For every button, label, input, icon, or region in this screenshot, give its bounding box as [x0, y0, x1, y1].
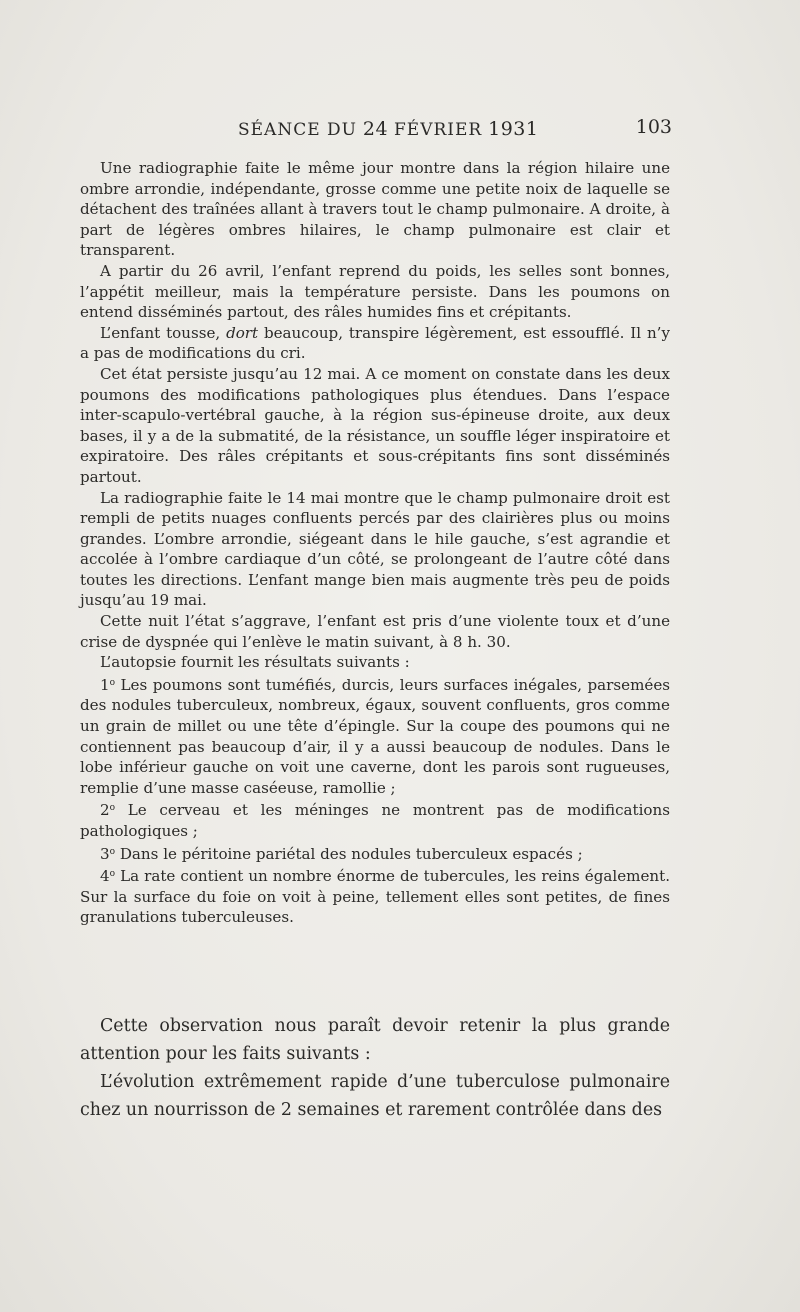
finding-1-ordinal: o — [109, 677, 116, 688]
paragraph-nuit: Cette nuit l’état s’aggrave, l’enfant est pris d’une violente toux et d’une crise de dyspnée qui l’enlève le matin suivant, à 8 h. 30. — [80, 612, 670, 651]
paragraph-autopsie: L’autopsie fournit les résultats suivants : — [100, 653, 410, 672]
paragraph-tousse-end: beaucoup, transpire légèrement, est essoufflé. Il n’y a pas de modifications du cri. — [80, 323, 670, 363]
conclusion-evolution: L’évolution extrêmement rapide d’une tuberculose pulmonaire chez un nourrisson de 2 semaines et rarement contrôlée dans des — [80, 1072, 670, 1120]
finding-1 — [80, 673, 670, 799]
finding-1-text: Les poumons sont tuméfiés, durcis, leurs surfaces inégales, parsemées des nodules tuberculeux, nombreux, égaux, souvent confluents, gros comme un grain de millet ou une tête d’épingle. Sur la coupe des poumons qui ne contiennent pas beaucoup d’air, il y a aussi beaucoup de nodules. Dans le lobe inférieur gauche on voit une caverne, dont les parois sont rugueuses, remplie d’une masse caséeuse, ramollie ; — [80, 675, 670, 797]
finding-4-ordinal: o — [109, 869, 116, 880]
finding-3-number: 3 — [100, 844, 110, 863]
finding-2-ordinal: o — [109, 803, 116, 814]
paragraph-tousse-start: L’enfant tousse, — [100, 323, 227, 342]
finding-4-number: 4 — [100, 867, 110, 886]
paragraph-radiographie: Une radiographie faite le même jour montre dans la région hilaire une ombre arrondie, indépendante, grosse comme une petite noix de laquelle se détachent des traînées allant à travers tout le champ pulmonaire. A droite, à part de légères ombres hilaires, le champ pulmonaire est clair et transparent. — [80, 159, 670, 260]
finding-3 — [80, 842, 670, 865]
running-title — [238, 118, 538, 140]
conclusion-intro: Cette observation nous paraît devoir retenir la plus grande attention pour les faits suivants : — [80, 1016, 670, 1064]
page-number: 103 — [635, 116, 672, 138]
finding-4 — [80, 864, 670, 928]
finding-3-ordinal: o — [109, 846, 116, 857]
finding-3-text: Dans le péritoine pariétal des nodules tuberculeux espacés ; — [115, 844, 583, 863]
paragraph-12-mai: Cet état persiste jusqu’au 12 mai. A ce moment on constate dans les deux poumons des modifications pathologiques plus étendues. Dans l’espace inter-scapulo-vertébral gauche, à la région sus-épineuse droite, aux deux bases, il y a de la submatité, de la résistance, un souffle léger inspiratoire et expiratoire. Des râles crépitants et sous-crépitants fins sont disséminés partout. — [80, 364, 670, 486]
paragraph-tousse — [80, 323, 670, 364]
running-head — [80, 112, 672, 152]
finding-4-text: La rate contient un nombre énorme de tubercules, les reins également. Sur la surface du foie on voit à peine, tellement elles sont petites, de fines granulations tuberculeuses. — [80, 867, 670, 927]
paragraph-14-mai: La radiographie faite le 14 mai montre que le champ pulmonaire droit est rempli de petits nuages confluents percés par des clairières plus ou moins grandes. L’ombre arrondie, siégeant dans le hile gauche, s’est agrandie et accolée à l’ombre cardiaque d’un côté, se prolongeant de l’autre côté dans toutes les directions. L’enfant mange bien mais augmente très peu de poids jusqu’au 19 mai. — [80, 488, 670, 610]
finding-1-number: 1 — [100, 675, 110, 694]
title-day: 24 — [362, 118, 389, 140]
finding-2 — [80, 798, 670, 841]
title-year: 1931 — [488, 118, 539, 140]
paragraph-tousse-italic: dort — [226, 323, 259, 342]
title-month: FÉVRIER — [394, 120, 483, 140]
conclusion-section — [80, 1012, 670, 1124]
title-prefix: SÉANCE DU — [238, 120, 357, 140]
finding-2-number: 2 — [100, 801, 110, 820]
paragraph-26-avril: A partir du 26 avril, l’enfant reprend du poids, les selles sont bonnes, l’appétit meilleur, mais la température persiste. Dans les poumons on entend disséminés partout, des râles humides fins et crépitants. — [80, 261, 670, 322]
finding-2-text: Le cerveau et les méninges ne montrent pas de modifications pathologiques ; — [80, 801, 670, 840]
body-text — [80, 158, 670, 928]
